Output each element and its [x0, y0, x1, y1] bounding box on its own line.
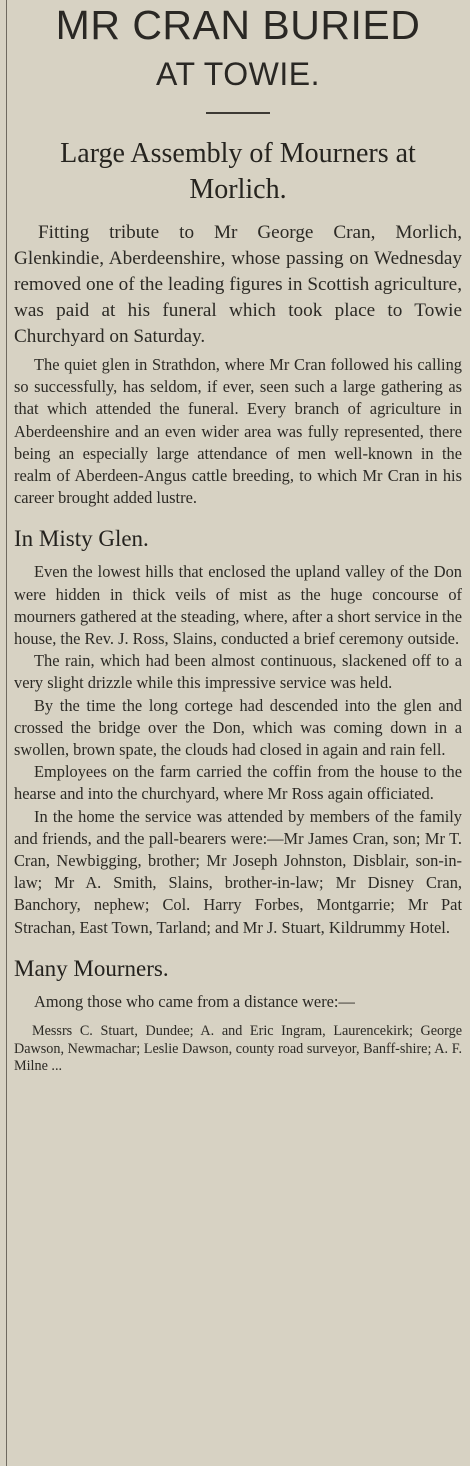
section-heading-misty-glen: In Misty Glen.: [14, 526, 149, 552]
lead-paragraph: Fitting tribute to Mr George Cran, Morlich, Glenkindie, Aberdeenshire, whose passing on Wednesday removed one of the leading figures in Scottish agriculture, was paid at his funeral which took place to Towie Churchyard on Saturday.: [14, 222, 462, 347]
article-column: [14, 0, 462, 1076]
body-paragraph: By the time the long cortege had descended into the glen and crossed the bridge over the Don, which was coming down in a swollen, brown spate, the clouds had closed in again and rain fell.: [14, 695, 462, 760]
body-paragraph: Among those who came from a distance were:—: [34, 991, 355, 1011]
section-heading-many-mourners: Many Mourners.: [14, 955, 169, 981]
article-subhead: Large Assembly of Mourners at Morlich.: [60, 138, 416, 205]
headline-line-1: MR CRAN BURIED: [55, 2, 421, 48]
body-paragraph: Employees on the farm carried the coffin from the house to the hearse and into the churchyard, where Mr Ross again officiated.: [14, 762, 462, 804]
headline-line-2: AT TOWIE.: [156, 56, 320, 92]
headline-divider: [206, 112, 270, 114]
column-rule: [6, 0, 7, 1466]
body-paragraph: The rain, which had been almost continuous, slackened off to a very slight drizzle while this impressive service was held.: [14, 651, 462, 693]
body-paragraph: Even the lowest hills that enclosed the upland valley of the Don were hidden in thick veils of mist as the huge concourse of mourners gathered at the steading, where, after a short service in the house, the Rev. J. Ross, Slains, conducted a brief ceremony outside.: [14, 562, 462, 649]
mourners-list: Messrs C. Stuart, Dundee; A. and Eric Ingram, Laurencekirk; George Dawson, Newmachar; Leslie Dawson, county road surveyor, Banff-shire; A. F. Milne ...: [14, 1023, 462, 1075]
body-paragraph: In the home the service was attended by members of the family and friends, and the pall-bearers were:—Mr James Cran, son; Mr T. Cran, Newbigging, brother; Mr Joseph Johnston, Disblair, son-in-law; Mr A. Smith, Slains, brother-in-law; Mr Disney Cran, Banchory, nephew; Col. Harry Forbes, Montgarrie; Mr Pat Strachan, East Town, Tarland; and Mr J. Stuart, Kildrummy Hotel.: [14, 806, 462, 937]
body-paragraph: The quiet glen in Strathdon, where Mr Cran followed his calling so successfully, has seldom, if ever, seen such a large gathering as that which attended the funeral. Every branch of agriculture in Aberdeenshire and an even wider area was fully represented, there being an especially large attendance of men well-known in the realm of Aberdeen-Angus cattle breeding, to which Mr Cran in his career brought added lustre.: [14, 355, 462, 508]
